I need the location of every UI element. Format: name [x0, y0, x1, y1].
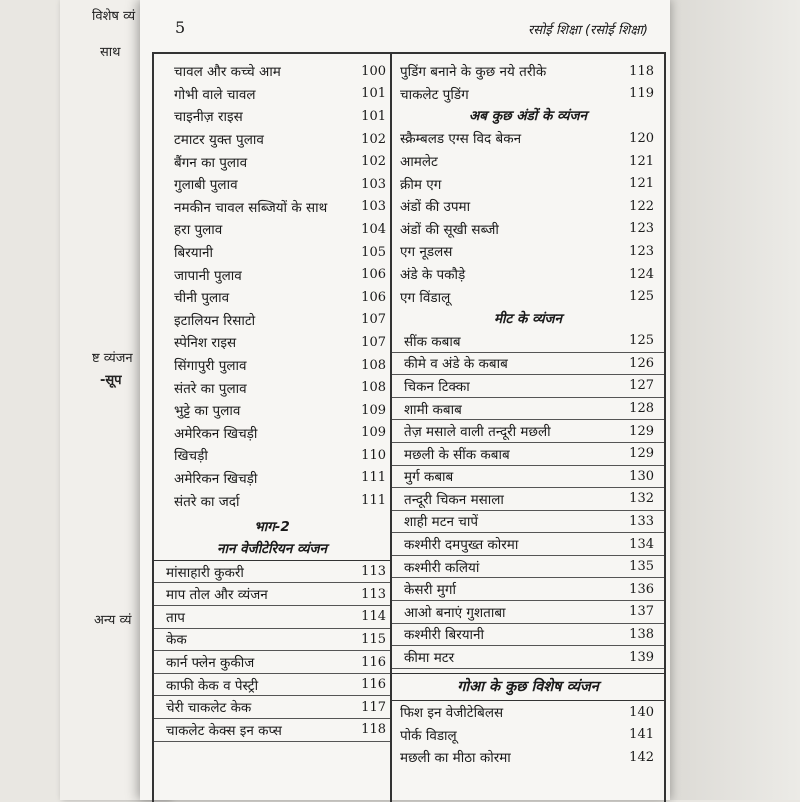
- section-heading: गोआ के कुछ विशेष व्यंजन: [392, 673, 664, 701]
- entry-page-number: 101: [361, 108, 386, 124]
- entry-page-number: 133: [629, 513, 654, 529]
- entry-title: पोर्क विडालू: [400, 727, 457, 744]
- entry-page-number: 139: [629, 649, 654, 665]
- entry-page-number: 141: [629, 727, 654, 743]
- entry-page-number: 128: [629, 401, 654, 417]
- entry-page-number: 130: [629, 468, 654, 484]
- entry-title: खिचड़ी: [174, 448, 208, 465]
- entry-title: कश्मीरी कलियां: [404, 559, 480, 576]
- entry-page-number: 107: [361, 312, 386, 328]
- toc-entry: [392, 723, 664, 746]
- toc-entry: [154, 309, 390, 332]
- entry-title: मांसाहारी कुकरी: [166, 564, 244, 581]
- book-page: [140, 0, 670, 800]
- toc-entry: [154, 674, 390, 697]
- entry-title: बिरयानी: [174, 245, 214, 262]
- entry-page-number: 124: [629, 266, 654, 282]
- entry-page-number: 136: [629, 581, 654, 597]
- entry-page-number: 140: [629, 704, 654, 720]
- entry-title: संतरे का पुलाव: [174, 380, 247, 397]
- entry-title: मछली का मीठा कोरमा: [400, 750, 511, 767]
- toc-entry: [154, 583, 390, 606]
- entry-page-number: 121: [629, 153, 654, 169]
- entry-title: अमेरिकन खिचड़ी: [174, 470, 258, 487]
- toc-entry: [392, 172, 664, 195]
- entry-title: कीमे व अंडे के कबाब: [404, 356, 508, 373]
- entry-page-number: 120: [629, 130, 654, 146]
- part-label: भाग-2: [254, 518, 290, 535]
- entry-title: चीनी पुलाव: [174, 290, 230, 307]
- entry-page-number: 138: [629, 626, 654, 642]
- toc-entry: [154, 354, 390, 377]
- entry-title: स्क्रैम्बलड एग्स विद बेकन: [400, 131, 522, 148]
- book-title: रसोई शिक्षा (रसोई शिक्षा): [527, 23, 648, 38]
- toc-entry: [392, 285, 664, 308]
- toc-entry: [154, 218, 390, 241]
- entry-title: शाही मटन चापें: [404, 514, 479, 531]
- entry-page-number: 137: [629, 604, 654, 620]
- entry-title: चाकलेट पुडिंग: [400, 86, 469, 103]
- entry-title: संतरे का जर्दा: [174, 493, 240, 510]
- toc-entry: [154, 629, 390, 652]
- toc-entry: [392, 127, 664, 150]
- entry-page-number: 101: [361, 86, 386, 102]
- toc-entry: [392, 601, 664, 624]
- entry-title: स्पेनिश राइस: [174, 335, 237, 352]
- toc-entry: [392, 150, 664, 173]
- entry-page-number: 102: [361, 131, 386, 147]
- page-number: 5: [175, 18, 186, 37]
- toc-entry: [154, 467, 390, 490]
- toc-entry: [392, 646, 664, 669]
- section-heading: नान वेजीटेरियन व्यंजन: [154, 538, 390, 561]
- toc-entry: [392, 353, 664, 376]
- entry-title: फिश इन वेजीटेबिलस: [400, 705, 504, 722]
- entry-page-number: 125: [629, 289, 654, 305]
- entry-page-number: 127: [629, 378, 654, 394]
- entry-page-number: 132: [629, 491, 654, 507]
- entry-title: कार्न फ्लेन कुकीज: [166, 655, 255, 672]
- entry-page-number: 135: [629, 559, 654, 575]
- toc-entry: [392, 466, 664, 489]
- entry-page-number: 104: [361, 221, 386, 237]
- entry-page-number: 113: [361, 586, 386, 602]
- entry-page-number: 134: [629, 536, 654, 552]
- toc-entry: [154, 719, 390, 742]
- entry-title: आओ बनाएं गुशताबा: [404, 604, 506, 621]
- entry-title: अंडे के पकौड़े: [400, 267, 466, 284]
- entry-title: बैंगन का पुलाव: [174, 154, 248, 171]
- entry-page-number: 118: [629, 63, 654, 79]
- toc-entry: [392, 263, 664, 286]
- toc-entry: [154, 173, 390, 196]
- toc-entry: [392, 746, 664, 769]
- toc-entry: [154, 150, 390, 173]
- toc-entry: [154, 444, 390, 467]
- entry-page-number: 106: [361, 267, 386, 283]
- entry-page-number: 117: [361, 699, 386, 715]
- toc-entry: [154, 105, 390, 128]
- entry-title: शामी कबाब: [404, 401, 462, 418]
- entry-page-number: 108: [361, 357, 386, 373]
- entry-title: मछली के सींक कबाब: [404, 446, 510, 463]
- toc-entry: [154, 331, 390, 354]
- entry-page-number: 121: [629, 176, 654, 192]
- entry-title: भुट्टे का पुलाव: [174, 403, 241, 420]
- entry-page-number: 108: [361, 380, 386, 396]
- entry-page-number: 123: [629, 221, 654, 237]
- entry-title: इटालियन रिसाटो: [174, 312, 256, 329]
- toc-entry: [392, 60, 664, 83]
- entry-page-number: 103: [361, 199, 386, 215]
- entry-title: केक: [166, 632, 187, 649]
- entry-page-number: 109: [361, 425, 386, 441]
- entry-title: गुलाबी पुलाव: [174, 177, 238, 194]
- entry-title: चाकलेट केक्स इन कप्स: [166, 722, 282, 739]
- entry-title: तन्दूरी चिकन मसाला: [404, 491, 504, 508]
- entry-page-number: 129: [629, 446, 654, 462]
- toc-entry: [392, 443, 664, 466]
- entry-page-number: 123: [629, 243, 654, 259]
- prev-page-fragment: -सूप: [100, 373, 122, 388]
- toc-entry: [154, 696, 390, 719]
- toc-entry: [392, 533, 664, 556]
- entry-title: नमकीन चावल सब्जियों के साथ: [174, 199, 328, 216]
- toc-left-column: [154, 54, 392, 802]
- prev-page-fragment: विशेष व्यं: [92, 9, 136, 24]
- toc-entry: [154, 399, 390, 422]
- entry-title: क्रीम एग: [400, 176, 442, 193]
- toc-entry: [154, 241, 390, 264]
- entry-title: कीमा मटर: [404, 650, 455, 667]
- entry-page-number: 116: [361, 654, 386, 670]
- entry-title: तेज़ मसाले वाली तन्दूरी मछली: [404, 424, 551, 441]
- entry-title: मुर्ग कबाब: [404, 469, 454, 486]
- prev-page-fragment: ष्ट व्यंजन: [92, 351, 133, 366]
- entry-page-number: 100: [361, 63, 386, 79]
- entry-title: सिंगापुरी पुलाव: [174, 358, 247, 375]
- entry-title: अंडों की सूखी सब्जी: [400, 221, 499, 238]
- toc-entry: [154, 196, 390, 219]
- entry-page-number: 122: [629, 198, 654, 214]
- toc-entry: [154, 376, 390, 399]
- entry-page-number: 114: [361, 609, 386, 625]
- toc-entry: [154, 83, 390, 106]
- entry-page-number: 102: [361, 154, 386, 170]
- toc-entry: [392, 578, 664, 601]
- toc-entry: [154, 60, 390, 83]
- entry-title: गोभी वाले चावल: [174, 86, 256, 103]
- toc-entry: [392, 398, 664, 421]
- entry-title: अंडों की उपमा: [400, 199, 471, 216]
- toc-entry: [154, 128, 390, 151]
- entry-title: ताप: [166, 609, 185, 626]
- toc-entry: [392, 240, 664, 263]
- toc-entry: [392, 83, 664, 106]
- entry-page-number: 113: [361, 564, 386, 580]
- entry-title: केसरी मुर्गा: [404, 582, 456, 599]
- entry-title: एग विंडालू: [400, 289, 451, 306]
- entry-title: कश्मीरी बिरयानी: [404, 627, 485, 644]
- toc-entry: [154, 286, 390, 309]
- entry-title: चिकन टिक्का: [404, 378, 470, 395]
- entry-page-number: 118: [361, 722, 386, 738]
- toc-entry: [154, 651, 390, 674]
- entry-title: आमलेट: [400, 154, 438, 171]
- entry-title: माप तोल और व्यंजन: [166, 587, 268, 604]
- toc-entry: [392, 556, 664, 579]
- entry-page-number: 106: [361, 289, 386, 305]
- toc-entry: [154, 489, 390, 512]
- toc-entry: [154, 606, 390, 629]
- toc-entry: [392, 375, 664, 398]
- entry-page-number: 142: [629, 749, 654, 765]
- entry-page-number: 110: [361, 447, 386, 463]
- entry-page-number: 125: [629, 333, 654, 349]
- entry-title: हरा पुलाव: [174, 222, 223, 239]
- entry-title: चावल और कच्चे आम: [174, 64, 281, 81]
- toc-entry: [154, 263, 390, 286]
- entry-title: कश्मीरी दमपुख्त कोरमा: [404, 537, 519, 554]
- toc-entry: [154, 561, 390, 584]
- toc-entry: [392, 218, 664, 241]
- entry-title: अमेरिकन खिचड़ी: [174, 425, 258, 442]
- entry-title: टमाटर युक्त पुलाव: [174, 132, 264, 149]
- entry-title: पुडिंग बनाने के कुछ नये तरीके: [400, 64, 547, 81]
- entry-page-number: 119: [629, 86, 654, 102]
- entry-title: एग नूडलस: [400, 244, 453, 261]
- entry-page-number: 109: [361, 402, 386, 418]
- prev-page-fragment: अन्य व्यं: [94, 613, 132, 628]
- background-surface: [670, 0, 800, 800]
- entry-page-number: 116: [361, 677, 386, 693]
- toc-entry: [392, 488, 664, 511]
- toc-entry: [154, 422, 390, 445]
- entry-page-number: 105: [361, 244, 386, 260]
- page-header: [140, 18, 670, 40]
- section-heading: अब कुछ अंडों के व्यंजन: [468, 108, 587, 125]
- prev-page-fragment: साथ: [100, 45, 121, 60]
- toc-entry: [392, 511, 664, 534]
- entry-page-number: 107: [361, 334, 386, 350]
- entry-page-number: 103: [361, 176, 386, 192]
- toc-right-column: [392, 54, 664, 802]
- entry-title: काफी केक व पेस्ट्री: [166, 677, 259, 694]
- section-heading: मीट के व्यंजन: [493, 310, 563, 327]
- entry-page-number: 129: [629, 423, 654, 439]
- table-of-contents: [152, 52, 666, 802]
- entry-title: चाइनीज़ राइस: [174, 109, 243, 126]
- toc-entry: [392, 420, 664, 443]
- entry-page-number: 115: [361, 631, 386, 647]
- entry-title: जापानी पुलाव: [174, 267, 242, 284]
- entry-page-number: 126: [629, 355, 654, 371]
- entry-page-number: 111: [361, 470, 386, 486]
- toc-entry: [392, 701, 664, 724]
- entry-title: सींक कबाब: [404, 333, 461, 350]
- entry-page-number: 111: [361, 493, 386, 509]
- toc-entry: [392, 330, 664, 353]
- toc-entry: [392, 624, 664, 647]
- entry-title: चेरी चाकलेट केक: [166, 700, 252, 717]
- toc-entry: [392, 195, 664, 218]
